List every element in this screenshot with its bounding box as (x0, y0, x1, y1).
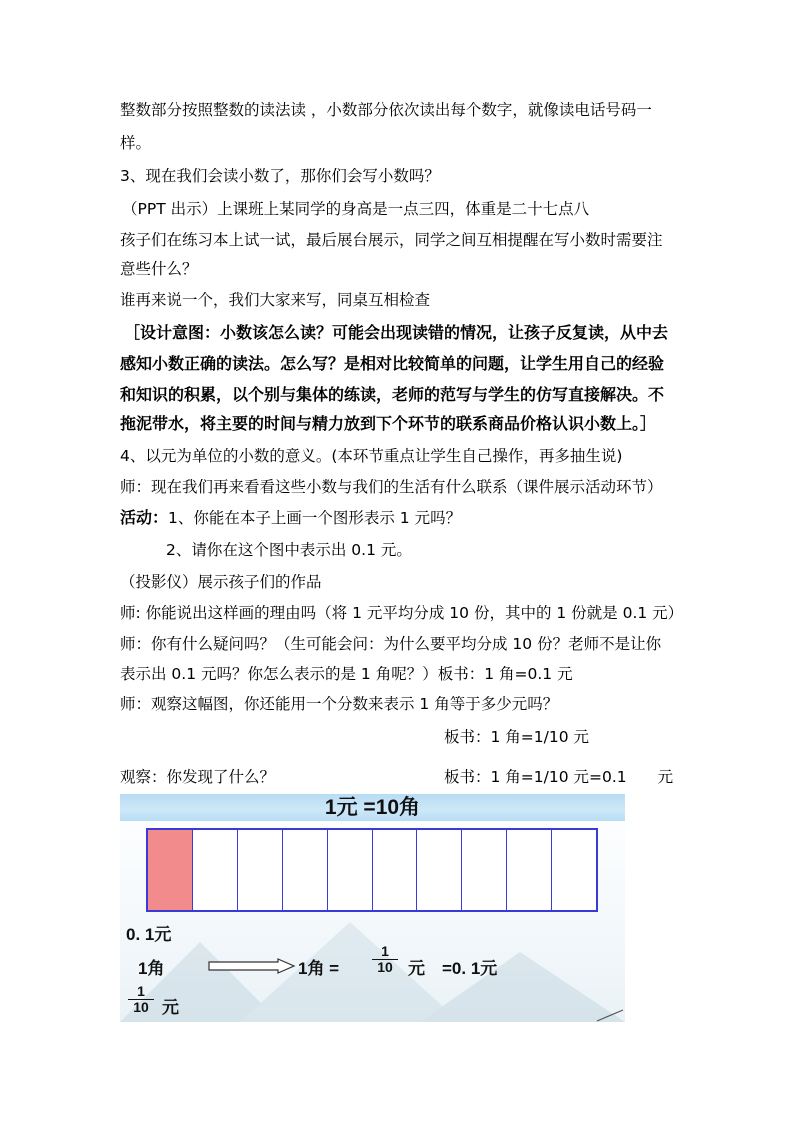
text-line: （PPT 出示）上课班上某同学的身高是一点三四，体重是二十七点八 (122, 200, 590, 218)
text-line: （投影仪）展示孩子们的作品 (120, 573, 322, 591)
activity-label: 活动： (120, 508, 169, 527)
text-line: 师: 你能说出这样画的理由吗（将 1 元平均分成 10 份，其中的 1 份就是 0.1 元） (120, 604, 684, 622)
slide-title: 1元 =10角 (120, 794, 625, 821)
grid-cell (193, 830, 238, 910)
text-line: 2、请你在这个图中表示出 0.1 元。 (166, 541, 412, 559)
text-line: 师：现在我们再来看看这些小数与我们的生活有什么联系（课件展示活动环节） (120, 478, 663, 496)
equation-left: 1角 = (298, 959, 340, 978)
text-line: 师：你有什么疑问吗？（生可能会问：为什么要平均分成 10 份？老师不是让你 (120, 635, 662, 653)
label-one-jiao: 1角 (138, 959, 165, 978)
text-line: 师：观察这幅图，你还能用一个分数来表示 1 角等于多少元吗？ (120, 695, 559, 713)
grid-cell (552, 830, 596, 910)
text-line: 表示出 0.1 元吗？你怎么表示的是 1 角呢？）板书：1 角=0.1 元 (120, 665, 573, 683)
fraction-one-tenth-bottom (128, 984, 154, 1015)
activity-text: 1、你能在本子上画一个图形表示 1 元吗？ (168, 509, 462, 527)
fraction-denominator: 10 (372, 959, 398, 975)
text-line: 3、现在我们会读小数了，那你们会写小数吗？ (120, 167, 440, 185)
blackboard-note: 板书：1 角=1/10 元 (444, 728, 590, 746)
text-line: 整数部分按照整数的读法读 ，小数部分依次读出每个数字，就像读电话号码一 (120, 101, 652, 119)
corner-line-decoration (595, 1008, 625, 1022)
text-line: 意些什么？ (120, 260, 198, 278)
blackboard-note: 板书：1 角=1/10 元=0.1 元 (444, 768, 674, 786)
design-intent-line: 感知小数正确的读法。怎么写？是相对比较简单的问题，让学生用自己的经验 (120, 354, 665, 373)
text-line: 孩子们在练习本上试一试，最后展台展示，同学之间互相提醒在写小数时需要注 (120, 231, 663, 249)
grid-cell (507, 830, 552, 910)
equation-right: =0. 1元 (442, 959, 498, 978)
equation-unit: 元 (408, 959, 425, 978)
fraction-numerator: 1 (137, 983, 145, 999)
grid-cell (462, 830, 507, 910)
arrow-right-icon (208, 958, 296, 974)
design-intent-line: 拖泥带水，将主要的时间与精力放到下个环节的联系商品价格认识小数上。］ (120, 414, 657, 433)
grid-cell (238, 830, 283, 910)
grid-cell (417, 830, 462, 910)
grid-cell (328, 830, 373, 910)
fraction-one-tenth (372, 944, 398, 975)
design-intent-line: ［设计意图：小数该怎么读？可能会出现读错的情况，让孩子反复读，从中去 (124, 323, 669, 342)
text-line: 观察：你发现了什么？ (120, 768, 276, 786)
design-intent-line: 和知识的积累，以个别与集体的练读，老师的范写与学生的仿写直接解决。不 (120, 385, 665, 404)
lesson-slide-image (120, 794, 625, 1022)
text-line: 样。 (120, 134, 152, 152)
activity-line (120, 508, 461, 528)
grid-cell-filled (148, 830, 193, 910)
label-point-one-yuan: 0. 1元 (126, 925, 172, 944)
fraction-numerator: 1 (381, 943, 389, 959)
text-line: 4、以元为单位的小数的意义。(本环节重点让学生自己操作，再多抽生说) (120, 447, 623, 465)
bottom-unit: 元 (162, 998, 179, 1017)
ten-part-grid (146, 828, 598, 912)
grid-cell (283, 830, 328, 910)
fraction-denominator: 10 (128, 999, 154, 1015)
grid-cell (373, 830, 418, 910)
text-line: 谁再来说一个，我们大家来写，同桌互相检查 (120, 291, 431, 309)
